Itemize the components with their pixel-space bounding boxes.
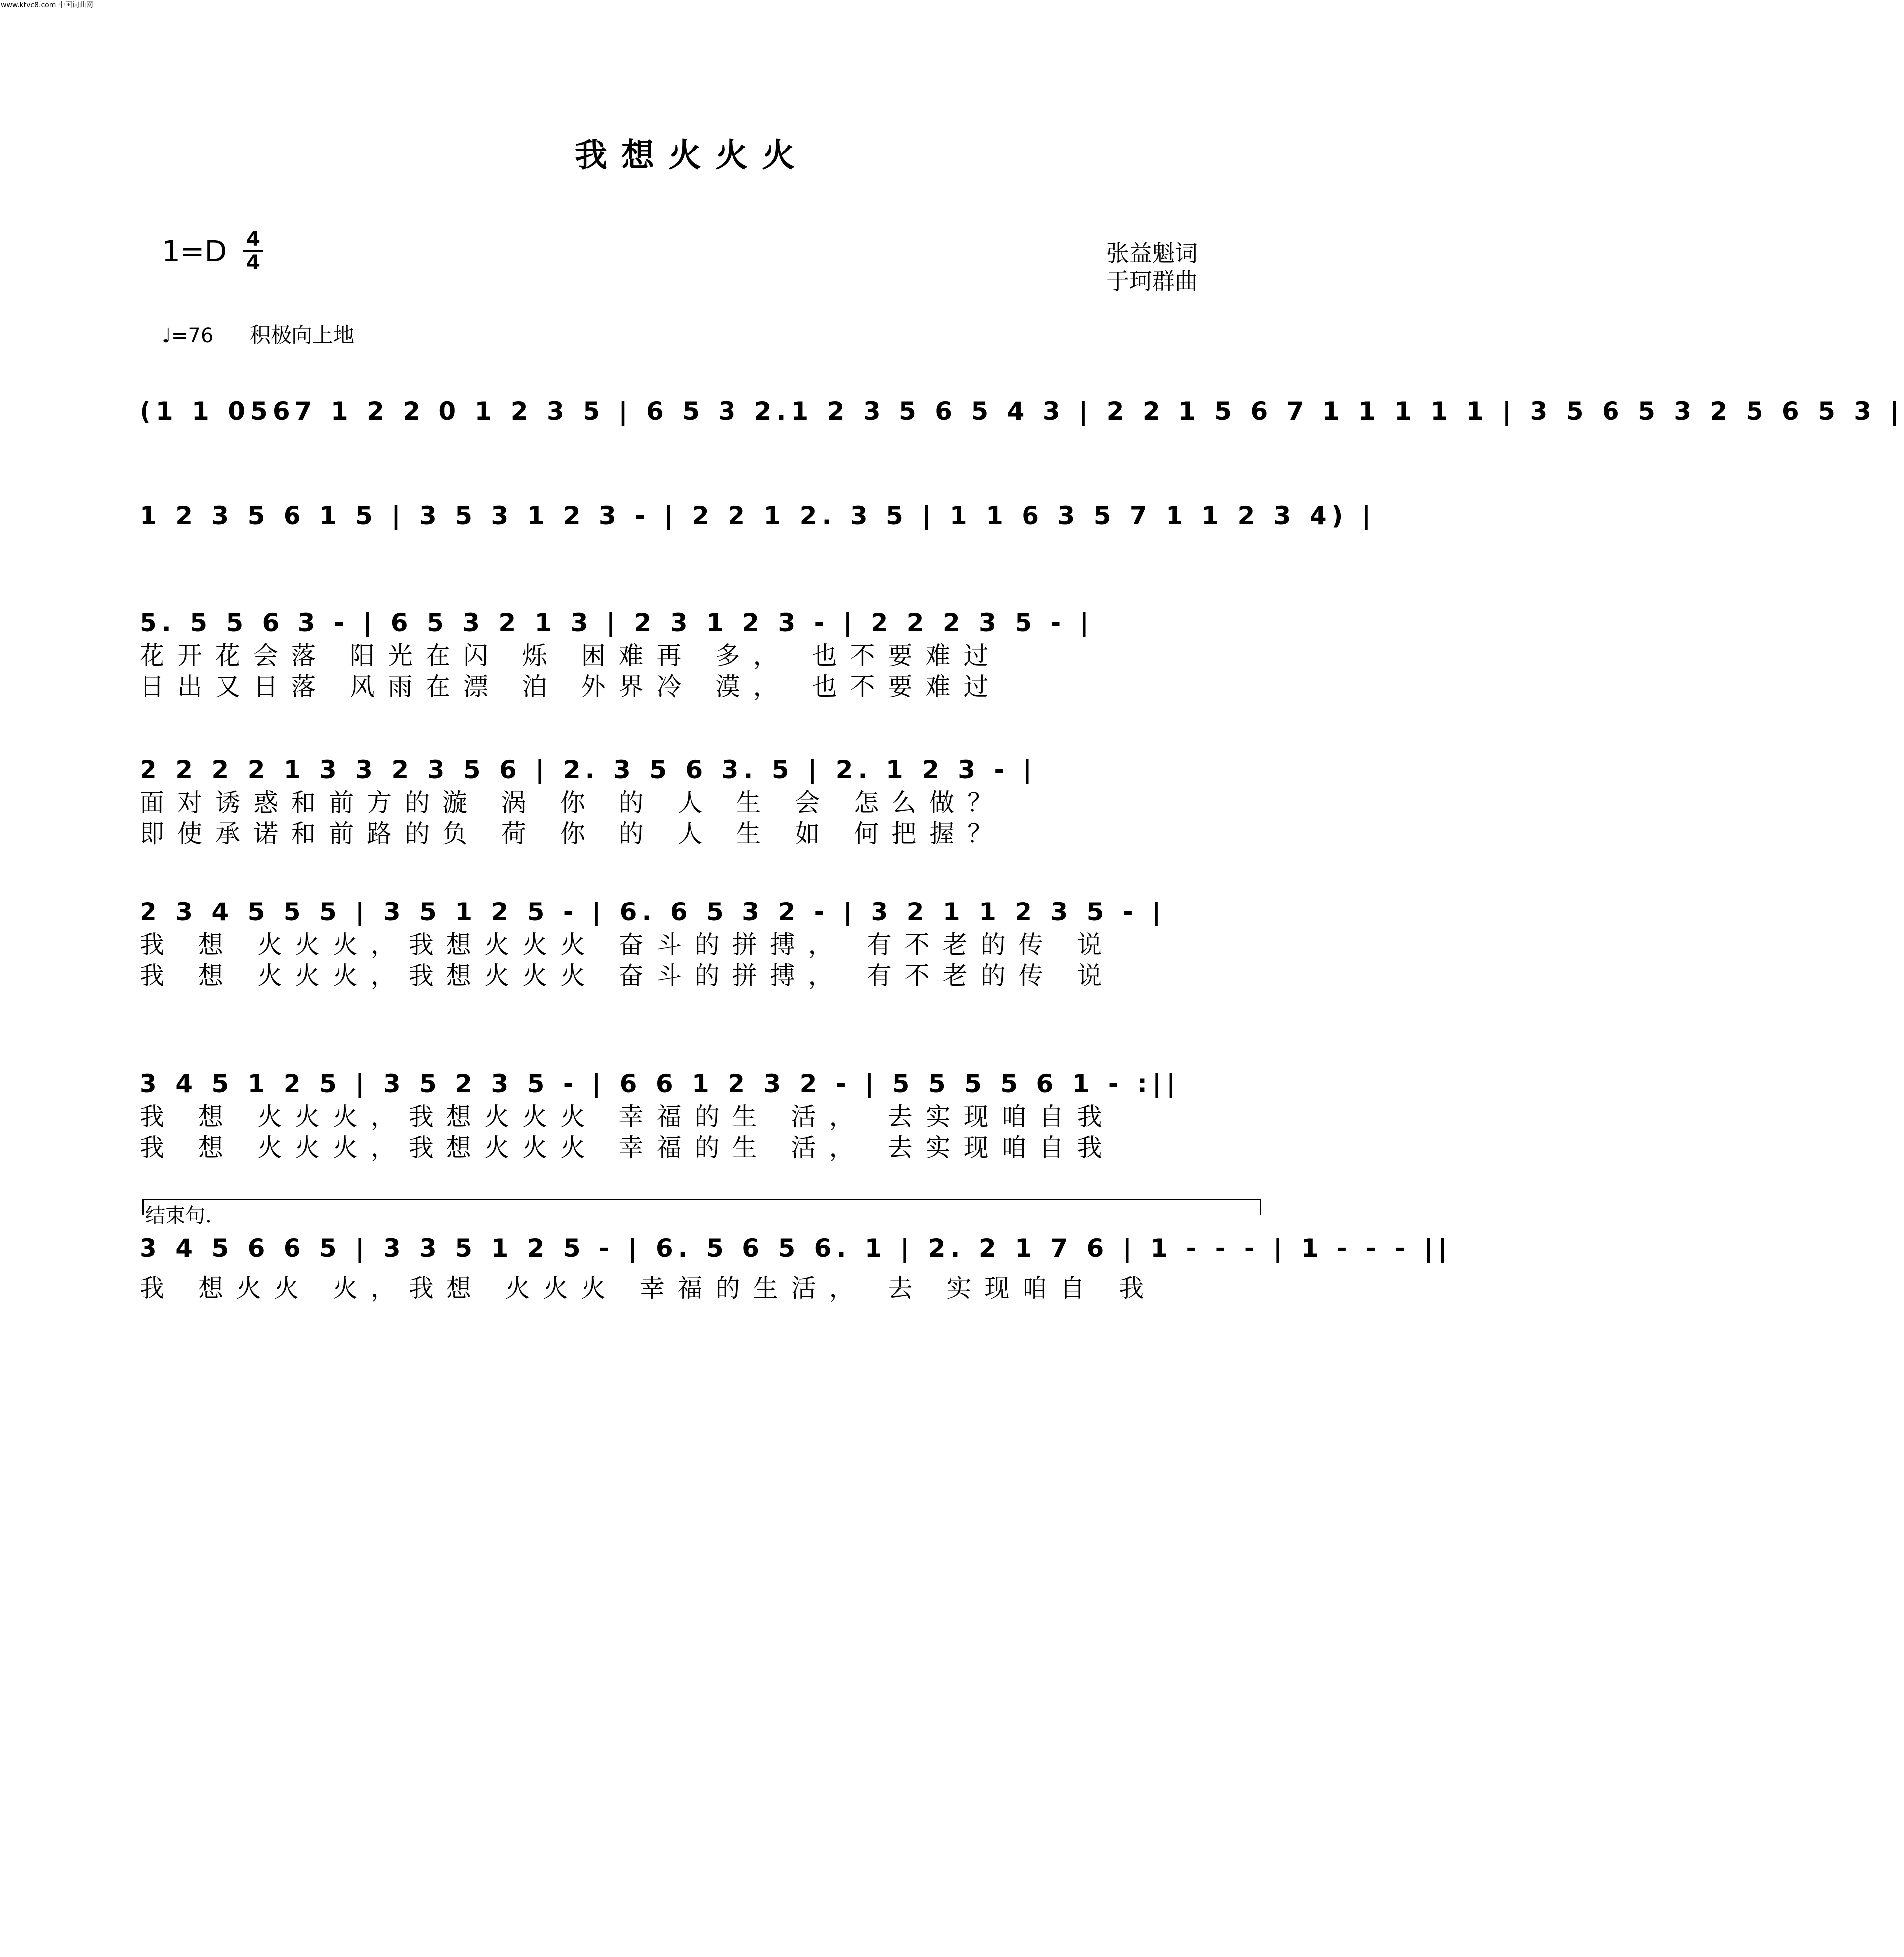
watermark: www.ktvc8.com 中国词曲网 [1, 1, 93, 9]
notation-line: (1 1 0567 1 2 2 0 1 2 3 5 | 6 5 3 2.1 2 3 5 6 5 4 3 | 2 2 1 5 6 7 1 1 1 1 1 | 3 5 6 5 3 2 5 6 5 3 | [140, 397, 1904, 426]
lyricist: 张益魁词 [1106, 240, 1198, 267]
tempo-value: ♩=76 [162, 324, 214, 347]
time-signature-top: 4 [246, 228, 260, 251]
notation-line: 3 4 5 6 6 5 | 3 3 5 1 2 5 - | 6. 5 6 5 6. 1 | 2. 2 1 7 6 | 1 - - - | 1 - - - || [140, 1234, 1452, 1263]
song-title: 我想火火火 [575, 136, 809, 174]
score-row-1 [140, 394, 1904, 429]
lyric-verse-1: 花开花会落 阳光在闪 烁 困难再 多， 也不要难过 [140, 641, 1002, 670]
ending-label: 结束句. [146, 1204, 212, 1227]
composer: 于珂群曲 [1106, 268, 1198, 295]
notation-line: 1 2 3 5 6 1 5 | 3 5 3 1 2 3 - | 2 2 1 2. 3 5 | 1 1 6 3 5 7 1 1 2 3 4) | [140, 501, 1376, 530]
score-row-7 [140, 1231, 1452, 1304]
lyric-verse-2: 即使承诺和前路的负 荷 你 的 人 生 如 何把握？ [140, 819, 1006, 848]
ending-bracket [142, 1199, 1261, 1215]
score-row-2 [140, 498, 1376, 533]
notation-line: 5. 5 5 6 3 - | 6 5 3 2 1 3 | 2 3 1 2 3 - | 2 2 2 3 5 - | [140, 608, 1094, 637]
lyric-verse-1: 我 想 火火火，我想火火火 幸福的生 活， 去实现咱自我 [140, 1102, 1115, 1131]
lyric-ending: 我 想火火 火，我想 火火火 幸福的生活， 去 实现咱自 我 [140, 1274, 1157, 1303]
notation-line: 3 4 5 1 2 5 | 3 5 2 3 5 - | 6 6 1 2 3 2 - | 5 5 5 5 6 1 - :|| [140, 1069, 1180, 1098]
score-row-3 [140, 605, 1256, 702]
notation-line: 2 2 2 2 1 3 3 2 3 5 6 | 2. 3 5 6 3. 5 | 2. 1 2 3 - | [140, 755, 1037, 784]
score-row-5 [140, 895, 1256, 991]
score-row-4 [140, 753, 1256, 849]
key-signature: 1=D [162, 234, 227, 268]
score-row-6 [140, 1066, 1256, 1163]
time-signature-bottom: 4 [246, 251, 260, 274]
lyric-verse-2: 我 想 火火火，我想火火火 奋斗的拼搏， 有不老的传 说 [140, 961, 1115, 990]
tempo-marking [162, 319, 354, 349]
notation-line: 2 3 4 5 5 5 | 3 5 1 2 5 - | 6. 6 5 3 2 - | 3 2 1 1 2 3 5 - | [140, 898, 1166, 926]
lyric-verse-2: 日出又日落 风雨在漂 泊 外界冷 漠， 也不要难过 [140, 672, 1002, 701]
credits [1106, 239, 1198, 295]
lyric-verse-2: 我 想 火火火，我想火火火 幸福的生 活， 去实现咱自我 [140, 1133, 1115, 1162]
lyric-verse-1: 我 想 火火火，我想火火火 奋斗的拼搏， 有不老的传 说 [140, 930, 1115, 959]
time-signature [243, 229, 263, 273]
expression-mark: 积极向上地 [250, 323, 355, 347]
lyric-verse-1: 面对诱惑和前方的漩 涡 你 的 人 生 会 怎么做？ [140, 788, 1006, 817]
